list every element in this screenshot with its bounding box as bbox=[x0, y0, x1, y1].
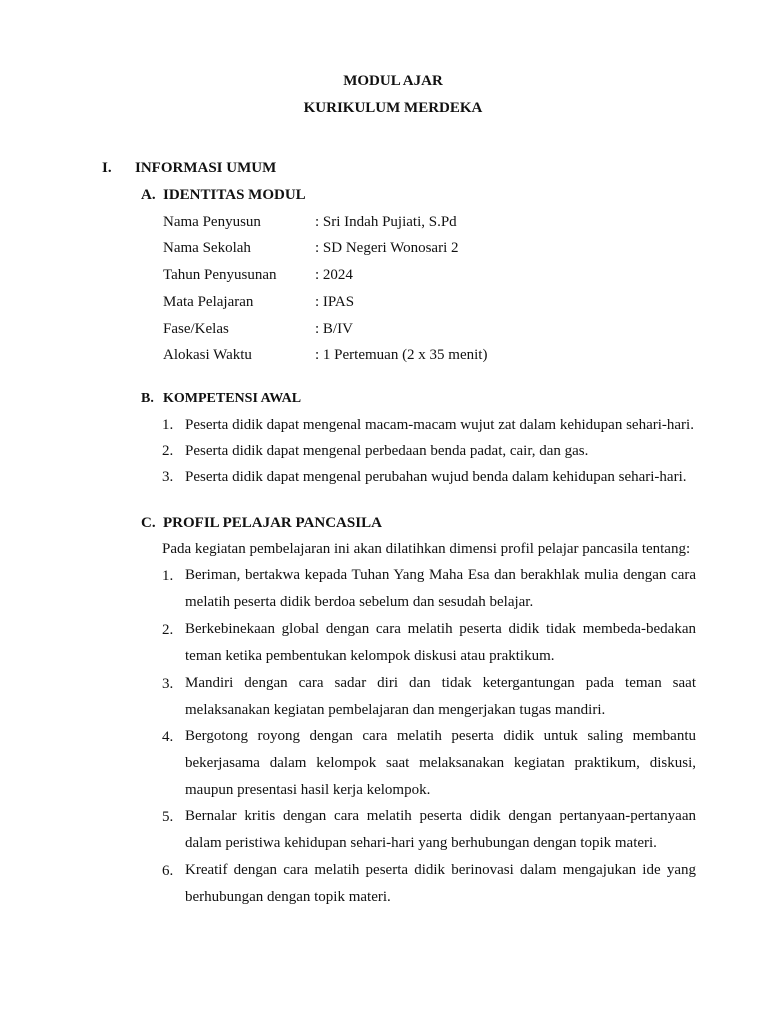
subsection-title-identitas: IDENTITAS MODUL bbox=[163, 187, 306, 203]
subsection-letter-b: B. bbox=[141, 391, 154, 406]
list-item: Peserta didik dapat mengenal perbedaan benda padat, cair, dan gas. bbox=[185, 443, 589, 459]
identity-value: : 2024 bbox=[315, 267, 353, 283]
identity-value: : SD Negeri Wonosari 2 bbox=[315, 240, 459, 256]
subsection-title-kompetensi: KOMPETENSI AWAL bbox=[163, 391, 302, 406]
identity-row bbox=[163, 267, 703, 287]
identity-key: Nama Sekolah bbox=[163, 240, 251, 256]
identity-value: : Sri Indah Pujiati, S.Pd bbox=[315, 214, 457, 230]
identity-key: Fase/Kelas bbox=[163, 321, 229, 337]
subsection-letter-a: A. bbox=[141, 187, 156, 203]
identity-row bbox=[163, 347, 703, 367]
identity-row bbox=[163, 214, 703, 234]
list-number: 1. bbox=[162, 417, 174, 433]
identity-row bbox=[163, 294, 703, 314]
list-item: Kreatif dengan cara melatih peserta didik berinovasi dalam mengajukan ide yang berhubungan dengan topik materi. bbox=[185, 862, 696, 905]
identity-value: : IPAS bbox=[315, 294, 355, 310]
identity-value: : 1 Pertemuan (2 x 35 menit) bbox=[315, 347, 488, 363]
list-item: Berkebinekaan global dengan cara melatih peserta didik tidak membeda-bedakan teman ketika pembentukan kelompok diskusi atau praktikum. bbox=[185, 621, 696, 664]
list-number: 6. bbox=[162, 863, 174, 879]
list-item: Peserta didik dapat mengenal macam-macam wujut zat dalam kehidupan sehari-hari. bbox=[185, 417, 694, 433]
identity-key: Alokasi Waktu bbox=[163, 347, 252, 363]
list-number: 5. bbox=[162, 809, 174, 825]
list-item: Mandiri dengan cara sadar diri dan tidak ketergantungan pada teman saat melaksanakan kegiatan pembelajaran dan mengerjakan tugas mandiri. bbox=[185, 675, 696, 718]
identity-key: Tahun Penyusunan bbox=[163, 267, 277, 283]
identity-row bbox=[163, 240, 703, 260]
list-item: Bergotong royong dengan cara melatih peserta didik untuk saling membantu bekerjasama dalam kelompok saat melaksanakan kegiatan praktikum, diskusi, maupun presentasi hasil kerja kelompok. bbox=[185, 728, 696, 798]
list-item: Peserta didik dapat mengenal perubahan wujud benda dalam kehidupan sehari-hari. bbox=[185, 469, 687, 485]
list-number: 3. bbox=[162, 469, 174, 485]
identity-row bbox=[163, 321, 703, 341]
section-title: INFORMASI UMUM bbox=[135, 160, 277, 176]
list-number: 3. bbox=[162, 676, 174, 692]
list-number: 4. bbox=[162, 729, 174, 745]
subsection-letter-c: C. bbox=[141, 515, 156, 531]
list-number: 1. bbox=[162, 568, 174, 584]
list-number: 2. bbox=[162, 443, 174, 459]
list-item: Bernalar kritis dengan cara melatih peserta didik dengan pertanyaan-pertanyaan dalam peristiwa kehidupan sehari-hari yang berhubungan dengan topik materi. bbox=[185, 808, 696, 851]
list-number: 2. bbox=[162, 622, 174, 638]
profil-intro: Pada kegiatan pembelajaran ini akan dilatihkan dimensi profil pelajar pancasila tentang: bbox=[162, 541, 691, 557]
doc-subtitle: KURIKULUM MERDEKA bbox=[303, 100, 483, 116]
identity-key: Nama Penyusun bbox=[163, 214, 261, 230]
section-number: I. bbox=[102, 160, 112, 176]
identity-key: Mata Pelajaran bbox=[163, 294, 254, 310]
doc-title: MODUL AJAR bbox=[343, 73, 443, 89]
identity-value: : B/IV bbox=[315, 321, 353, 337]
list-item: Beriman, bertakwa kepada Tuhan Yang Maha Esa dan berakhlak mulia dengan cara melatih peserta didik berdoa sebelum dan sesudah belajar. bbox=[185, 567, 696, 610]
subsection-title-profil: PROFIL PELAJAR PANCASILA bbox=[163, 515, 382, 531]
